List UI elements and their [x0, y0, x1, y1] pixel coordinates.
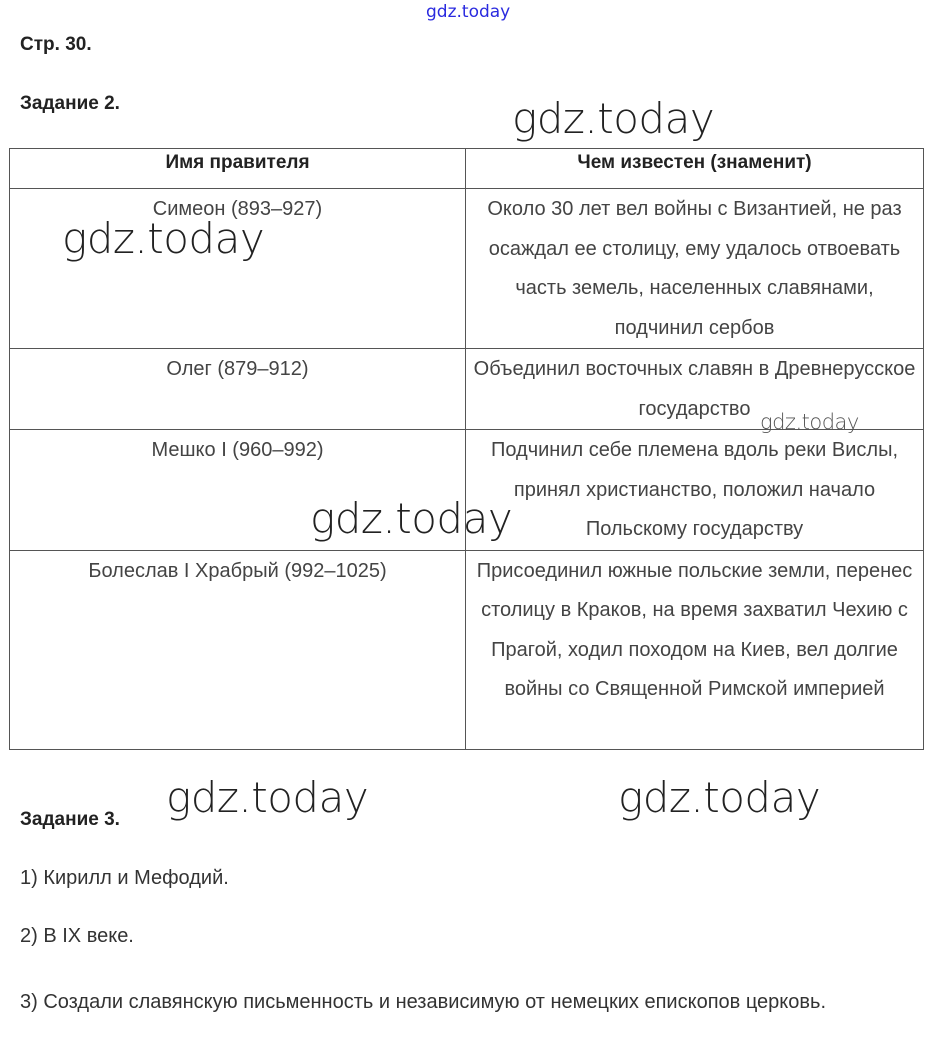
ruler-fame: Объединил восточных славян в Древнерусское государство — [466, 349, 924, 430]
column-header: Имя правителя — [10, 149, 466, 189]
watermark: gdz.today — [512, 94, 715, 143]
watermark: gdz.today — [426, 2, 511, 22]
ruler-name: Мешко I (960–992) — [10, 430, 466, 551]
ruler-fame: Присоединил южные польские земли, перенес столицу в Краков, на время захватил Чехию с Прагой, ходил походом на Киев, вел долгие войны со Священной Римской империей — [466, 550, 924, 749]
ruler-name: Олег (879–912) — [10, 349, 466, 430]
page-label: Стр. 30. — [20, 34, 92, 55]
ruler-fame: Подчинил себе племена вдоль реки Вислы, принял христианство, положил начало Польскому государству — [466, 430, 924, 551]
table-row — [10, 550, 924, 749]
ruler-fame: Около 30 лет вел войны с Византией, не раз осаждал ее столицу, ему удалось отвоевать часть земель, населенных славянами, подчинил сербов — [466, 189, 924, 349]
answer-2: 2) В IX веке. — [20, 925, 134, 947]
watermark: gdz.today — [618, 773, 821, 822]
table-header-row — [10, 149, 924, 189]
watermark: gdz.today — [760, 410, 859, 434]
ruler-name: Симеон (893–927) — [10, 189, 466, 349]
answer-1: 1) Кирилл и Мефодий. — [20, 867, 229, 889]
watermark: gdz.today — [62, 214, 265, 263]
task2-title: Задание 2. — [20, 93, 120, 114]
watermark: gdz.today — [166, 773, 369, 822]
table-row — [10, 189, 924, 349]
ruler-name: Болеслав I Храбрый (992–1025) — [10, 550, 466, 749]
answer-3: 3) Создали славянскую письменность и независимую от немецких епископов церковь. — [20, 991, 827, 1013]
task3-title: Задание 3. — [20, 809, 120, 830]
column-header: Чем известен (знаменит) — [466, 149, 924, 189]
watermark: gdz.today — [310, 494, 513, 543]
